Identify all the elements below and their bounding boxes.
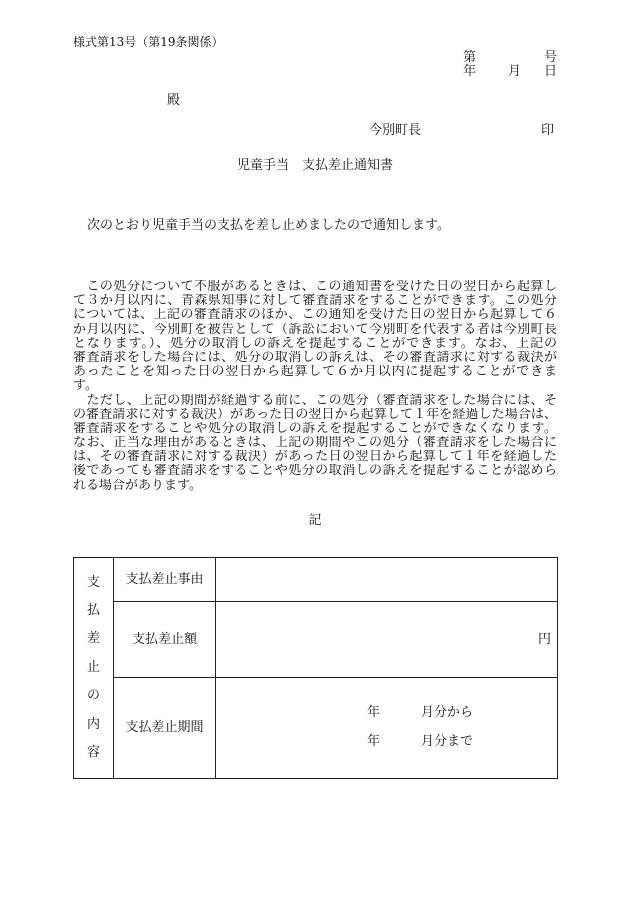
- amount-label: 支払差止額: [114, 602, 216, 678]
- side-label-char: 内: [86, 716, 100, 732]
- notice-line: す。: [73, 379, 98, 394]
- period-from-month: 月分から: [421, 705, 474, 720]
- notice-line: は、その審査請求に対する裁決）があった日の翌日から起算して１年を経過した: [73, 450, 557, 465]
- side-label-char: 容: [86, 744, 100, 760]
- notice-line: か月以内に、今別町を被告として（訴訟において今別町を代表する者は今別町長: [73, 322, 557, 337]
- notice-line: あったことを知った日の翌日から起算して６か月以内に提起することができま: [73, 365, 557, 380]
- side-label-char: 支: [86, 574, 100, 590]
- record-heading: 記: [308, 513, 322, 528]
- seal-mark: 印: [541, 123, 555, 138]
- notice-line: の審査請求に対する裁決）があった日の翌日から起算して１年を経過した場合は、: [73, 407, 557, 422]
- content-side-label: [74, 558, 114, 779]
- notice-line: 審査請求をした場合には、処分の取消しの訴えは、その審査請求に対する裁決が: [73, 350, 557, 365]
- notice-line: となります。）、処分の取消しの訴えを提起することができます。なお、上記の: [73, 336, 557, 351]
- side-label-char: 払: [86, 603, 100, 619]
- reason-label: 支払差止事由: [114, 558, 216, 602]
- notice-line: 後であっても審査請求をすることや処分の取消しの訴えを提起することが認めら: [73, 464, 557, 479]
- amount-unit: 円: [537, 631, 551, 647]
- period-to-year: 年: [367, 734, 381, 749]
- side-label-char: の: [86, 688, 100, 704]
- reason-value-cell: [216, 558, 558, 602]
- date-day-label: 日: [544, 64, 558, 79]
- intro-sentence: 次のとおり児童手当の支払を差し止めましたので通知します。: [87, 218, 450, 233]
- appeal-notice: [73, 280, 557, 493]
- amount-value-cell: [216, 602, 558, 678]
- document-title: 児童手当 支払差止通知書: [236, 158, 393, 173]
- date-year-label: 年: [463, 64, 477, 79]
- period-to-month: 月分まで: [421, 734, 474, 749]
- notice-line: については、上記の審査請求のほか、この通知を受けた日の翌日から起算して６: [73, 308, 557, 323]
- side-label-char: 差: [86, 631, 100, 647]
- issuer-title: 今別町長: [369, 123, 422, 138]
- period-label: 支払差止期間: [114, 678, 216, 779]
- notice-line: れる場合があります。: [73, 478, 202, 493]
- notice-line: この処分について不服があるときは、この通知書を受けた日の翌日から起算し: [73, 280, 557, 294]
- notice-line: 審査請求をすることや処分の取消しの訴えを提起することができなくなります。: [73, 421, 557, 436]
- document-number-suffix: 号: [544, 50, 558, 65]
- date-month-label: 月: [508, 64, 522, 79]
- period-from-year: 年: [367, 705, 381, 720]
- document-number-prefix: 第: [463, 50, 477, 65]
- addressee-suffix: 殿: [167, 93, 181, 108]
- form-number: 様式第13号（第19条関係）: [73, 35, 224, 49]
- notice-line: なお、正当な理由があるときは、上記の期間やこの処分（審査請求をした場合に: [73, 436, 557, 451]
- notice-line: ただし、上記の期間が経過する前に、この処分（審査請求をした場合には、そ: [73, 393, 557, 408]
- suspension-details-table: [73, 557, 558, 779]
- notice-line: て３か月以内に、青森県知事に対して審査請求をすることができます。この処分: [73, 294, 557, 309]
- side-label-char: 止: [86, 659, 100, 675]
- period-value-cell: [216, 678, 558, 779]
